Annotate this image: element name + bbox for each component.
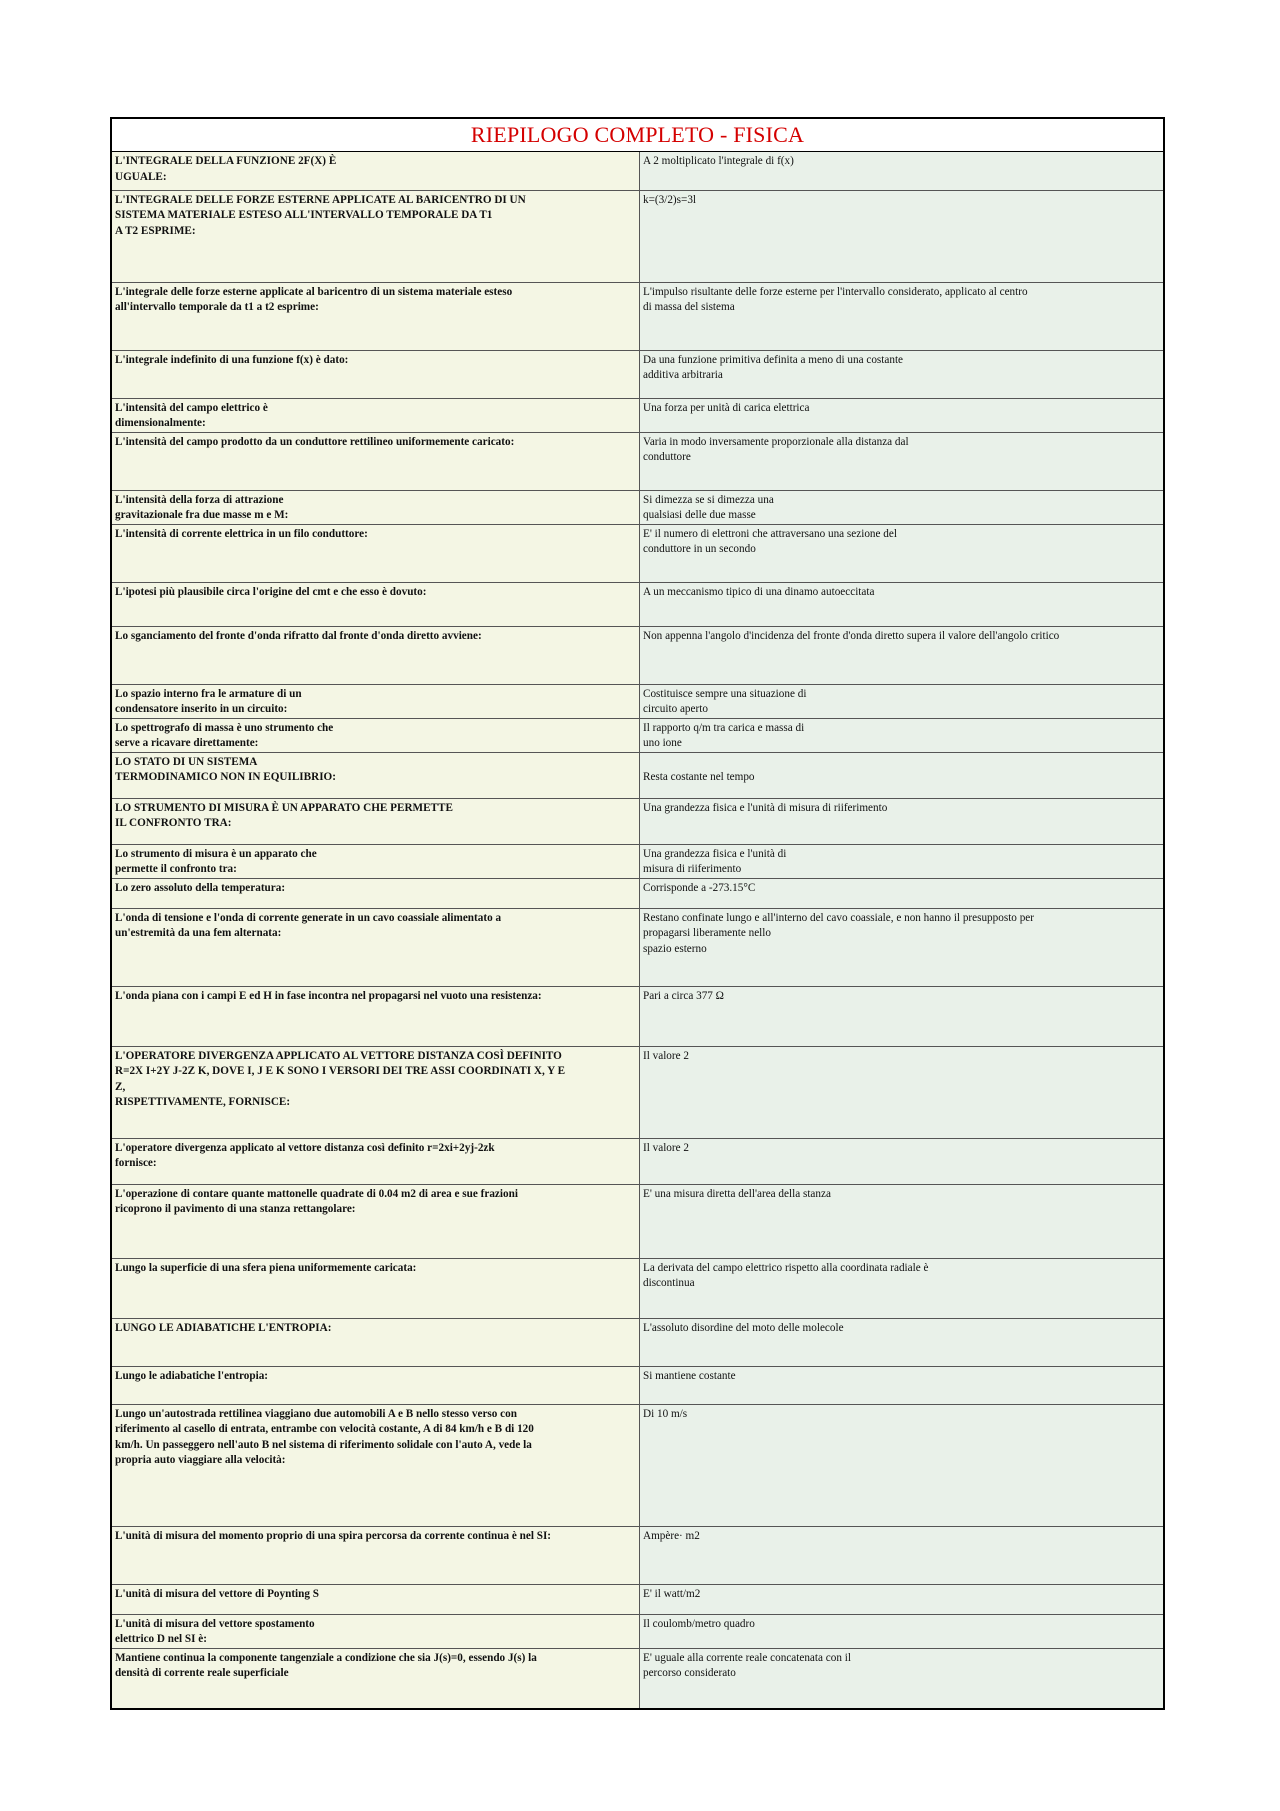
table-row bbox=[112, 1318, 1163, 1366]
question-cell: L'integrale indefinito di una funzione f(x) è dato: bbox=[112, 350, 640, 398]
answer-cell: k=(3/2)s=3l bbox=[640, 190, 1164, 282]
answer-cell: E' uguale alla corrente reale concatenata con il percorso considerato bbox=[640, 1648, 1164, 1708]
table-row bbox=[112, 282, 1163, 350]
question-cell: L'onda di tensione e l'onda di corrente generate in un cavo coassiale alimentato a un'estremità da una fem alternata: bbox=[112, 908, 640, 986]
question-cell: L'ipotesi più plausibile circa l'origine del cmt e che esso è dovuto: bbox=[112, 582, 640, 626]
table-row bbox=[112, 718, 1163, 752]
answer-cell: Si dimezza se si dimezza una qualsiasi delle due masse bbox=[640, 490, 1164, 524]
table-row bbox=[112, 684, 1163, 718]
table-row bbox=[112, 524, 1163, 582]
question-cell: Lo zero assoluto della temperatura: bbox=[112, 878, 640, 908]
question-cell: Lungo un'autostrada rettilinea viaggiano due automobili A e B nello stesso verso con riferimento al casello di entrata, entrambe con velocità costante, A di 84 km/h e B di 120 km/h. Un passeggero nell'auto B nel sistema di riferimento solidale con l'auto A, vede la propria auto viaggiare alla velocità: bbox=[112, 1404, 640, 1526]
answer-cell: Costituisce sempre una situazione di circuito aperto bbox=[640, 684, 1164, 718]
question-cell: LO STRUMENTO DI MISURA È UN APPARATO CHE PERMETTE IL CONFRONTO TRA: bbox=[112, 798, 640, 844]
answer-cell: Di 10 m/s bbox=[640, 1404, 1164, 1526]
question-cell: L'intensità del campo elettrico è dimensionalmente: bbox=[112, 398, 640, 432]
table-row bbox=[112, 1184, 1163, 1258]
answer-cell: L'assoluto disordine del moto delle molecole bbox=[640, 1318, 1164, 1366]
table-row bbox=[112, 582, 1163, 626]
question-cell: L'unità di misura del vettore spostamento elettrico D nel SI è: bbox=[112, 1614, 640, 1648]
question-cell: Mantiene continua la componente tangenziale a condizione che sia J(s)=0, essendo J(s) la densità di corrente reale superficiale bbox=[112, 1648, 640, 1708]
question-cell: LUNGO LE ADIABATICHE L'ENTROPIA: bbox=[112, 1318, 640, 1366]
question-cell: L'OPERATORE DIVERGENZA APPLICATO AL VETTORE DISTANZA COSÌ DEFINITO R=2X I+2Y J-2Z K, DOVE I, J E K SONO I VERSORI DEI TRE ASSI COORDINATI X, Y E Z, RISPETTIVAMENTE, FORNISCE: bbox=[112, 1046, 640, 1138]
table-row bbox=[112, 398, 1163, 432]
answer-cell: Restano confinate lungo e all'interno del cavo coassiale, e non hanno il presupposto per propagarsi liberamente nello spazio esterno bbox=[640, 908, 1164, 986]
table-row bbox=[112, 626, 1163, 684]
answer-cell: Corrisponde a -273.15°C bbox=[640, 878, 1164, 908]
answer-cell: Pari a circa 377 Ω bbox=[640, 986, 1164, 1046]
question-cell: Lo spettrografo di massa è uno strumento che serve a ricavare direttamente: bbox=[112, 718, 640, 752]
question-cell: Lo spazio interno fra le armature di un condensatore inserito in un circuito: bbox=[112, 684, 640, 718]
qa-table-body bbox=[112, 152, 1163, 1708]
answer-cell: L'impulso risultante delle forze esterne per l'intervallo considerato, applicato al centro di massa del sistema bbox=[640, 282, 1164, 350]
question-cell: L'intensità della forza di attrazione gravitazionale fra due masse m e M: bbox=[112, 490, 640, 524]
answer-cell: Ampère· m2 bbox=[640, 1526, 1164, 1584]
qa-table bbox=[112, 152, 1163, 1708]
table-row bbox=[112, 1366, 1163, 1404]
answer-cell: La derivata del campo elettrico rispetto alla coordinata radiale è discontinua bbox=[640, 1258, 1164, 1318]
answer-cell: Resta costante nel tempo bbox=[640, 752, 1164, 798]
answer-cell: Varia in modo inversamente proporzionale alla distanza dal conduttore bbox=[640, 432, 1164, 490]
question-cell: L'integrale delle forze esterne applicate al baricentro di un sistema materiale esteso all'intervallo temporale da t1 a t2 esprime: bbox=[112, 282, 640, 350]
table-row bbox=[112, 1138, 1163, 1184]
question-cell: LO STATO DI UN SISTEMA TERMODINAMICO NON IN EQUILIBRIO: bbox=[112, 752, 640, 798]
answer-cell: Si mantiene costante bbox=[640, 1366, 1164, 1404]
question-cell: L'INTEGRALE DELLE FORZE ESTERNE APPLICATE AL BARICENTRO DI UN SISTEMA MATERIALE ESTESO ALL'INTERVALLO TEMPORALE DA T1 A T2 ESPRIME: bbox=[112, 190, 640, 282]
answer-cell: Non appenna l'angolo d'incidenza del fronte d'onda diretto supera il valore dell'angolo critico bbox=[640, 626, 1164, 684]
answer-cell: Una forza per unità di carica elettrica bbox=[640, 398, 1164, 432]
table-row bbox=[112, 1258, 1163, 1318]
question-cell: L'operazione di contare quante mattonelle quadrate di 0.04 m2 di area e sue frazioni ricoprono il pavimento di una stanza rettangolare: bbox=[112, 1184, 640, 1258]
question-cell: L'INTEGRALE DELLA FUNZIONE 2F(X) È UGUALE: bbox=[112, 152, 640, 190]
table-row bbox=[112, 986, 1163, 1046]
question-cell: L'operatore divergenza applicato al vettore distanza così definito r=2xi+2yj-2zk fornisce: bbox=[112, 1138, 640, 1184]
answer-cell: E' il numero di elettroni che attraversano una sezione del conduttore in un secondo bbox=[640, 524, 1164, 582]
question-cell: L'onda piana con i campi E ed H in fase incontra nel propagarsi nel vuoto una resistenza: bbox=[112, 986, 640, 1046]
table-row bbox=[112, 490, 1163, 524]
table-row bbox=[112, 1046, 1163, 1138]
question-cell: Lo strumento di misura è un apparato che permette il confronto tra: bbox=[112, 844, 640, 878]
table-row bbox=[112, 152, 1163, 190]
table-row bbox=[112, 432, 1163, 490]
question-cell: Lo sganciamento del fronte d'onda rifratto dal fronte d'onda diretto avviene: bbox=[112, 626, 640, 684]
question-cell: L'unità di misura del vettore di Poynting S bbox=[112, 1584, 640, 1614]
question-cell: Lungo le adiabatiche l'entropia: bbox=[112, 1366, 640, 1404]
table-row bbox=[112, 878, 1163, 908]
table-row bbox=[112, 1648, 1163, 1708]
question-cell: L'unità di misura del momento proprio di una spira percorsa da corrente continua è nel SI: bbox=[112, 1526, 640, 1584]
table-row bbox=[112, 1584, 1163, 1614]
answer-cell: Il valore 2 bbox=[640, 1138, 1164, 1184]
answer-cell: Il coulomb/metro quadro bbox=[640, 1614, 1164, 1648]
answer-cell: Il valore 2 bbox=[640, 1046, 1164, 1138]
answer-cell: Una grandezza fisica e l'unità di misura di riiferimento bbox=[640, 798, 1164, 844]
answer-cell: E' una misura diretta dell'area della stanza bbox=[640, 1184, 1164, 1258]
page-title: RIEPILOGO COMPLETO - FISICA bbox=[112, 119, 1163, 152]
answer-cell: A un meccanismo tipico di una dinamo autoeccitata bbox=[640, 582, 1164, 626]
answer-cell: Il rapporto q/m tra carica e massa di uno ione bbox=[640, 718, 1164, 752]
table-row bbox=[112, 752, 1163, 798]
table-row bbox=[112, 798, 1163, 844]
answer-cell: Una grandezza fisica e l'unità di misura di riiferimento bbox=[640, 844, 1164, 878]
answer-cell: A 2 moltiplicato l'integrale di f(x) bbox=[640, 152, 1164, 190]
question-cell: L'intensità del campo prodotto da un conduttore rettilineo uniformemente caricato: bbox=[112, 432, 640, 490]
question-cell: L'intensità di corrente elettrica in un filo conduttore: bbox=[112, 524, 640, 582]
question-cell: Lungo la superficie di una sfera piena uniformemente caricata: bbox=[112, 1258, 640, 1318]
answer-cell: E' il watt/m2 bbox=[640, 1584, 1164, 1614]
table-row bbox=[112, 190, 1163, 282]
answer-cell: Da una funzione primitiva definita a meno di una costante additiva arbitraria bbox=[640, 350, 1164, 398]
table-row bbox=[112, 1614, 1163, 1648]
table-row bbox=[112, 1404, 1163, 1526]
table-row bbox=[112, 908, 1163, 986]
table-row bbox=[112, 844, 1163, 878]
table-row bbox=[112, 350, 1163, 398]
summary-sheet bbox=[110, 117, 1165, 1710]
table-row bbox=[112, 1526, 1163, 1584]
